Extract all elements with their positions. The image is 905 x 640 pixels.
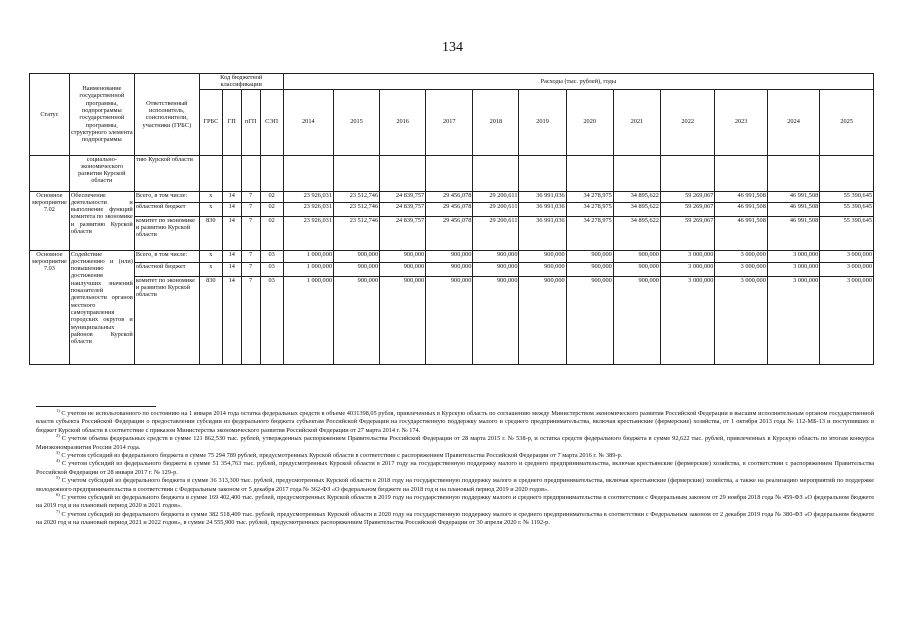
carry-program-name: социально-экономического развития Курской области [69, 155, 134, 191]
row-value-2018: 29 200,611 [473, 216, 519, 250]
header-executor: Ответственный исполнитель, соисполнители, участники (ГРБС) [134, 74, 199, 156]
row-code-gp: 14 [222, 250, 241, 262]
row-value-2025: 55 390,645 [820, 202, 874, 216]
carry-empty-cell [260, 155, 283, 191]
row-value-2019: 36 991,036 [519, 216, 566, 250]
row-value-2016: 24 839,757 [380, 191, 426, 202]
carry-over-row [30, 155, 874, 191]
row-code-gp: 14 [222, 216, 241, 250]
row-value-2017: 900,000 [426, 262, 473, 276]
row-value-2020: 900,000 [566, 262, 613, 276]
row-code-pgp: 7 [241, 250, 260, 262]
row-value-2021: 900,000 [613, 276, 660, 364]
row-value-2015: 900,000 [333, 250, 379, 262]
row-value-2020: 900,000 [566, 250, 613, 262]
row-value-2018: 29 200,611 [473, 191, 519, 202]
row-value-2016: 900,000 [380, 276, 426, 364]
footnotes [36, 406, 874, 528]
row-value-2016: 24 839,757 [380, 202, 426, 216]
table-row [30, 262, 874, 276]
row-value-2015: 23 512,746 [333, 202, 379, 216]
row-value-2024: 46 991,508 [767, 202, 819, 216]
row-code-gp: 14 [222, 191, 241, 202]
footnote [36, 460, 874, 477]
footnote [36, 491, 875, 511]
row-code-grbs: 830 [199, 216, 222, 250]
row-value-2024: 3 000,000 [767, 250, 819, 262]
row-program-name: Содействие достижению и (или) повышению достижения наилучших значений показателей деятельности органов местного самоуправления городских округов и муниципальных районов Курской области [69, 250, 134, 364]
row-code-sep: 02 [260, 191, 283, 202]
page-number: 134 [442, 40, 463, 55]
row-value-2025: 55 390,645 [820, 216, 874, 250]
row-value-2016: 24 839,757 [380, 216, 426, 250]
header-expenses: Расходы (тыс. рублей), годы [283, 74, 873, 90]
header-year-2020: 2020 [566, 89, 613, 155]
row-value-2023: 3 000,000 [715, 250, 767, 262]
row-value-2025: 3 000,000 [820, 276, 874, 364]
row-value-2022: 3 000,000 [660, 262, 715, 276]
row-code-sep: 03 [260, 250, 283, 262]
row-value-2017: 900,000 [426, 276, 473, 364]
row-code-pgp: 7 [241, 276, 260, 364]
row-value-2024: 3 000,000 [767, 262, 819, 276]
row-value-2022: 59 269,067 [660, 202, 715, 216]
header-year-2021: 2021 [613, 89, 660, 155]
carry-empty-cell [199, 155, 222, 191]
row-value-2024: 46 991,508 [767, 191, 819, 202]
row-code-gp: 14 [222, 262, 241, 276]
row-value-2020: 34 278,975 [566, 216, 613, 250]
header-year-2024: 2024 [767, 89, 819, 155]
footnote-mark: 2) [56, 433, 60, 439]
carry-empty-cell [283, 155, 333, 191]
row-value-2023: 46 991,508 [715, 202, 767, 216]
footnote-mark: 7) [56, 508, 60, 514]
row-value-2022: 3 000,000 [660, 250, 715, 262]
table-row [30, 191, 874, 202]
header-code-3: СЭП [260, 89, 283, 155]
row-executor: Всего, в том числе: [134, 191, 199, 202]
row-value-2014: 1 000,000 [283, 276, 333, 364]
row-executor: областной бюджет [134, 202, 199, 216]
row-code-sep: 03 [260, 262, 283, 276]
row-value-2021: 900,000 [613, 250, 660, 262]
carry-empty-cell [380, 155, 426, 191]
row-code-grbs: x [199, 250, 222, 262]
row-value-2014: 1 000,000 [283, 262, 333, 276]
table-row [30, 250, 874, 262]
row-value-2023: 46 991,508 [715, 191, 767, 202]
header-program-name: Наименование государственной программы, подпрограммы государственной программы, структурного элемента подпрограммы [69, 74, 134, 156]
row-executor: областной бюджет [134, 262, 199, 276]
row-code-sep: 02 [260, 216, 283, 250]
header-budget-code: Код бюджетной классификации [199, 74, 283, 90]
row-value-2025: 3 000,000 [820, 250, 874, 262]
footnote-text: С учетом объема федеральных средств в сумме 121 862,530 тыс. рублей, утвержденных распоряжением Правительства Российской Федерации от 28 марта 2015 г. № 538-р, и остатка средств федерального бюджета в сумме 92,622 тыс. рублей, привлеченных в Курскую область по итогам конкурса Минэкономразвития России 2014 года. [36, 435, 875, 451]
row-value-2021: 34 895,622 [613, 216, 660, 250]
row-code-grbs: 830 [199, 276, 222, 364]
row-value-2015: 900,000 [333, 276, 379, 364]
row-value-2014: 1 000,000 [283, 250, 333, 262]
row-value-2016: 900,000 [380, 262, 426, 276]
row-code-sep: 03 [260, 276, 283, 364]
row-value-2019: 900,000 [519, 250, 566, 262]
header-code-2: пГП [241, 89, 260, 155]
row-status: Основное мероприятие 7.03 [30, 250, 70, 364]
header-code-1: ГП [222, 89, 241, 155]
row-code-grbs: x [199, 202, 222, 216]
row-code-sep: 02 [260, 202, 283, 216]
row-value-2018: 900,000 [473, 250, 519, 262]
footnote-text: С учетом субсидий из федерального бюджета в сумме 382 518,400 тыс. рублей, предусмотренных Курской области в 2020 году на государственную поддержку малого и среднего предпринимательства в соответствии с Федеральным законом от 2 декабря 2019 года № 380-ФЗ «О федеральном бюджете на 2020 год и на плановый период 2021 и 2022 годов», в сумме 24 555,900 тыс. рублей, предусмотренных распоряжением Правительства Российской Федерации от 30 апреля 2020 г. № 1192-р. [36, 510, 874, 527]
footnote-mark: 1) [56, 407, 60, 413]
header-year-2019: 2019 [519, 89, 566, 155]
carry-empty-cell [715, 155, 767, 191]
footnote [36, 407, 874, 435]
carry-empty-cell [566, 155, 613, 191]
row-value-2017: 29 456,078 [426, 216, 473, 250]
carry-empty-cell [333, 155, 379, 191]
budget-table [29, 73, 874, 365]
row-value-2021: 900,000 [613, 262, 660, 276]
row-code-grbs: x [199, 191, 222, 202]
row-value-2025: 3 000,000 [820, 262, 874, 276]
footnote-text: С учетом не использованного по состоянию на 1 января 2014 года остатка федеральных средств в объеме 4031398,05 рубля, привлеченных в Курскую область по соглашению между Министерством экономического развития Российской Федерации и высшим исполнительным органом государственной власти субъекта Российской Федерации о предоставлении субсидии из федерального бюджета субъектам Российской Федерации на государственную поддержку малого и среднего предпринимательства, включая крестьянские (фермерские) хозяйства, от 1 октября 2013 года № 112-МБ-13 и поступивших в бюджет Курской области в соответствие с приказом Министерства экономического развития Российской Федерации от 27 марта 2014 г. № 174. [36, 410, 874, 434]
row-value-2023: 46 991,508 [715, 216, 767, 250]
carry-empty-cell [473, 155, 519, 191]
row-value-2015: 900,000 [333, 262, 379, 276]
footnote-text: С учетом субсидий из федерального бюджета в сумме 51 354,763 тыс. рублей, предусмотренных Курской области в 2017 году на государственную поддержку малого и среднего предпринимательства, включая крестьянские (фермерские) хозяйства, в соответствии с распоряжением Правительства Российской Федерации от 28 января 2017 г. № 129-р. [36, 460, 875, 476]
footnote-mark: 3) [56, 449, 60, 455]
row-value-2017: 900,000 [426, 250, 473, 262]
carry-empty-cell [222, 155, 241, 191]
row-status: Основное мероприятие 7.02 [30, 191, 70, 250]
row-value-2018: 900,000 [473, 262, 519, 276]
header-code-0: ГРБС [199, 89, 222, 155]
footnote-separator [36, 406, 156, 407]
row-code-pgp: 7 [241, 202, 260, 216]
row-value-2022: 59 269,067 [660, 191, 715, 202]
row-value-2024: 46 991,508 [767, 216, 819, 250]
row-value-2019: 900,000 [519, 262, 566, 276]
row-value-2020: 900,000 [566, 276, 613, 364]
row-code-pgp: 7 [241, 262, 260, 276]
row-executor: комитет по экономике и развитию Курской области [134, 216, 199, 250]
carry-empty-cell [820, 155, 874, 191]
carry-empty-cell [660, 155, 715, 191]
row-value-2020: 34 278,975 [566, 191, 613, 202]
footnote-mark: 5) [56, 475, 60, 481]
carry-executor: тию Курской области [134, 155, 199, 191]
header-status: Статус [30, 74, 70, 156]
row-value-2021: 34 895,622 [613, 191, 660, 202]
table-row [30, 276, 874, 364]
row-code-pgp: 7 [241, 191, 260, 202]
footnote-mark: 6) [56, 491, 60, 497]
header-year-2022: 2022 [660, 89, 715, 155]
row-value-2019: 36 991,036 [519, 202, 566, 216]
row-value-2017: 29 456,078 [426, 191, 473, 202]
footnote-text: С учетом субсидий из федерального бюджета в сумме 36 313,300 тыс. рублей, предусмотренных Курской области в 2018 году на государственную поддержку малого и среднего предпринимательства, включая крестьянские (фермерские) хозяйства, а также на реализацию мероприятий по поддержке молодежного предпринимательства в соответствии с Федеральным законом от 5 декабря 2017 года № 362-ФЗ «О федеральном бюджете на 2018 год и на плановый период 2019 и 2020 годов». [36, 477, 874, 493]
carry-status [30, 155, 70, 191]
row-value-2014: 23 926,031 [283, 191, 333, 202]
header-year-2023: 2023 [715, 89, 767, 155]
table-row [30, 202, 874, 216]
footnote-mark: 4) [56, 458, 60, 464]
row-value-2023: 3 000,000 [715, 262, 767, 276]
row-code-gp: 14 [222, 202, 241, 216]
row-value-2018: 29 200,611 [473, 202, 519, 216]
footnote-text: С учетом субсидий из федерального бюджета в сумме 169 402,400 тыс. рублей, предусмотренных Курской области в 2019 году на государственную поддержку малого и среднего предпринимательства в соответствии с Федеральным законом от 29 ноября 2018 года № 459-ФЗ «О федеральном бюджете на 2019 год и на плановый период 2020 и 2021 годов». [36, 494, 875, 510]
carry-empty-cell [426, 155, 473, 191]
row-value-2019: 900,000 [519, 276, 566, 364]
row-value-2022: 3 000,000 [660, 276, 715, 364]
header-year-2018: 2018 [473, 89, 519, 155]
carry-empty-cell [241, 155, 260, 191]
row-value-2022: 59 269,067 [660, 216, 715, 250]
header-year-2016: 2016 [380, 89, 426, 155]
footnote [36, 435, 874, 452]
row-executor: Всего, в том числе: [134, 250, 199, 262]
row-value-2019: 36 991,036 [519, 191, 566, 202]
carry-empty-cell [767, 155, 819, 191]
row-code-gp: 14 [222, 276, 241, 364]
row-value-2014: 23 926,031 [283, 202, 333, 216]
header-year-2017: 2017 [426, 89, 473, 155]
row-value-2016: 900,000 [380, 250, 426, 262]
row-program-name: Обеспечение деятельности и выполнение функций комитета по экономике и развитию Курской области [69, 191, 134, 250]
row-executor: комитет по экономике и развитию Курской области [134, 276, 199, 364]
row-value-2018: 900,000 [473, 276, 519, 364]
carry-empty-cell [519, 155, 566, 191]
row-code-grbs: x [199, 262, 222, 276]
header-year-2014: 2014 [283, 89, 333, 155]
row-value-2015: 23 512,746 [333, 191, 379, 202]
header-year-2025: 2025 [820, 89, 874, 155]
row-value-2015: 23 512,746 [333, 216, 379, 250]
row-code-pgp: 7 [241, 216, 260, 250]
footnote [36, 477, 874, 494]
row-value-2024: 3 000,000 [767, 276, 819, 364]
row-value-2014: 23 926,031 [283, 216, 333, 250]
row-value-2021: 34 895,622 [613, 202, 660, 216]
row-value-2023: 3 000,000 [715, 276, 767, 364]
carry-empty-cell [613, 155, 660, 191]
row-value-2025: 55 390,645 [820, 191, 874, 202]
header-year-2015: 2015 [333, 89, 379, 155]
footnote-text: С учетом субсидий из федерального бюджета в сумме 75 294 789 рублей, предусмотренных Курской области в соответствии с распоряжением Правительства Российской Федерации от 7 марта 2016 г. № 389-р. [61, 452, 623, 460]
table-row [30, 216, 874, 250]
row-value-2020: 34 278,975 [566, 202, 613, 216]
row-value-2017: 29 456,078 [426, 202, 473, 216]
footnote [36, 508, 874, 528]
